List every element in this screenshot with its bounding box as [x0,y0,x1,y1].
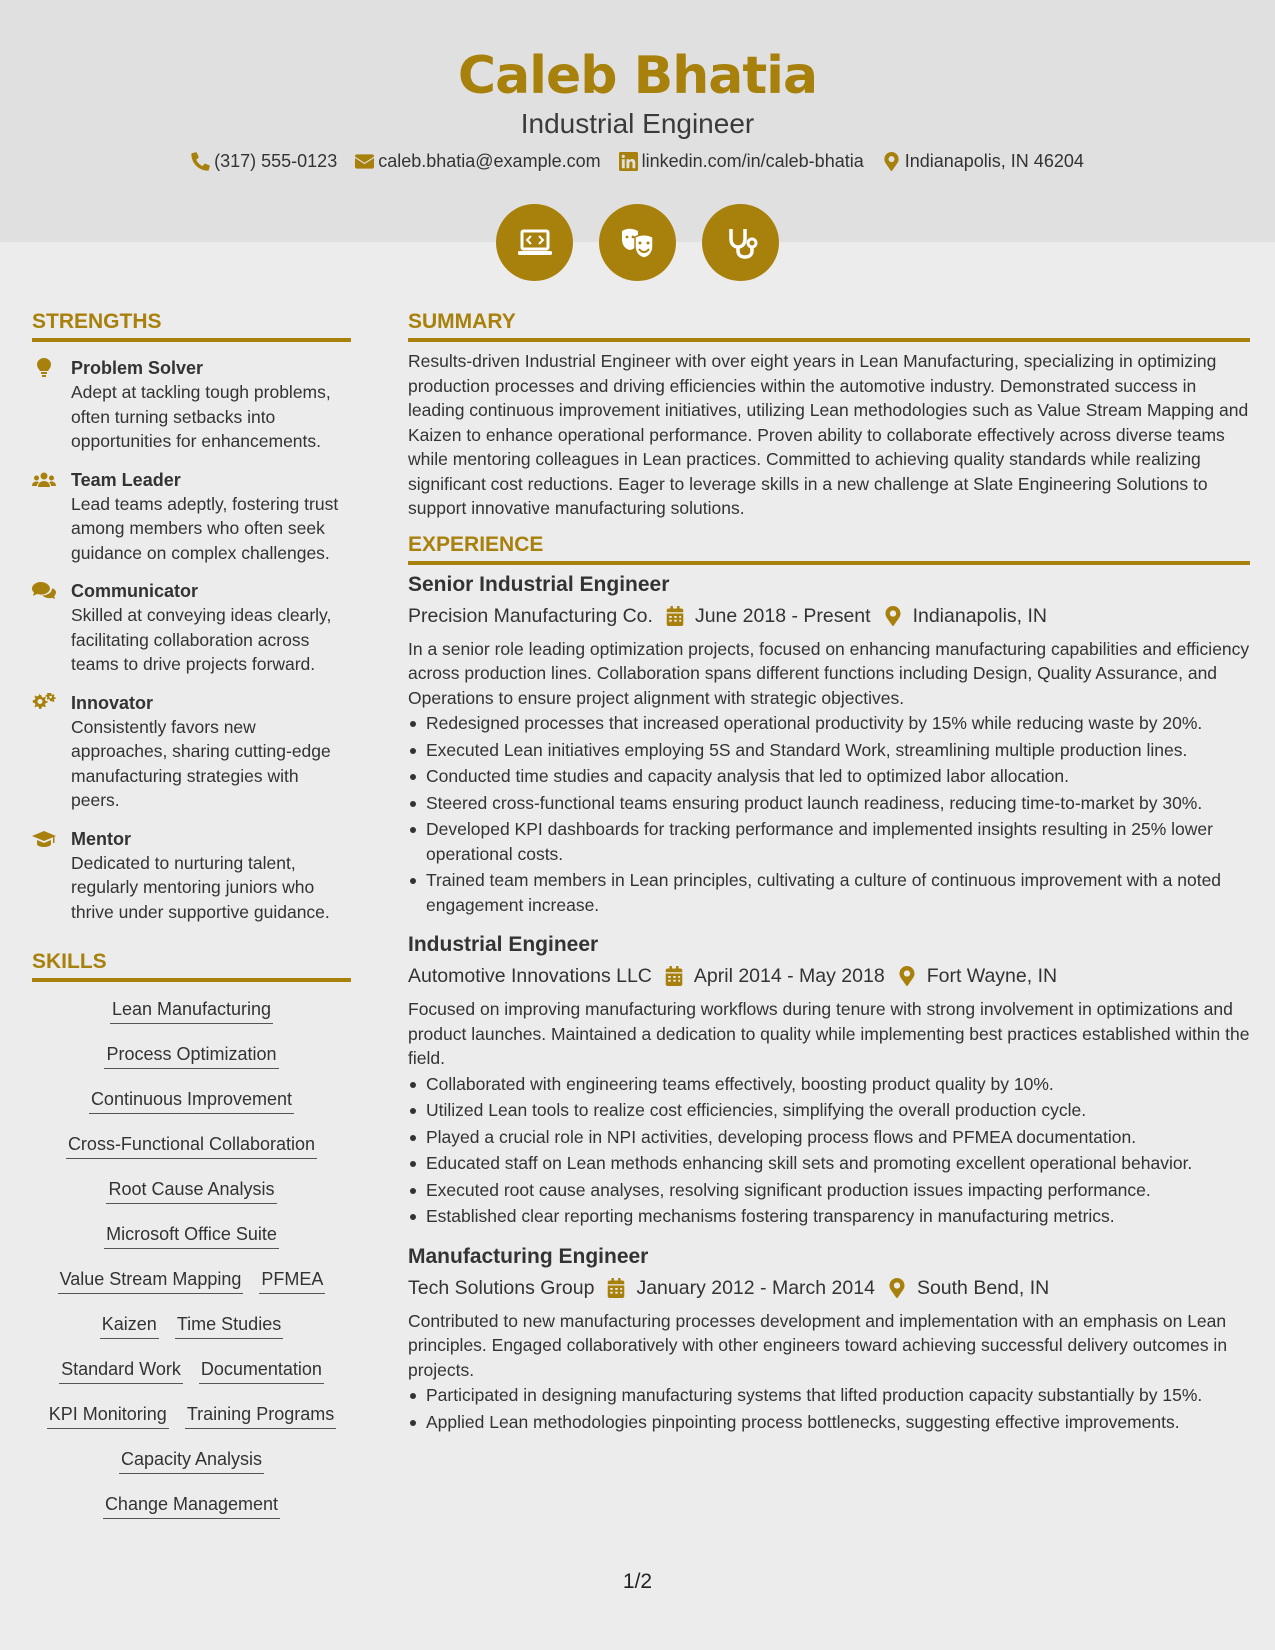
skills-heading: SKILLS [32,948,351,982]
contact-text: caleb.bhatia@example.com [378,151,601,171]
job-location: South Bend, IN [916,1276,1050,1299]
job-company: Tech Solutions Group [408,1276,595,1299]
linkedin-icon [619,152,638,171]
job-bullet: Participated in designing manufacturing systems that lifted production capacity substantially by 15%. [408,1383,1250,1408]
contact-phone[interactable] [191,151,337,172]
skill-tag: KPI Monitoring [47,1403,169,1429]
contact-text: Indianapolis, IN 46204 [904,151,1084,171]
job-meta [408,1273,1250,1303]
page-number: 1/2 [622,1570,653,1593]
comments-icon [32,581,56,601]
job-bullets [408,711,1250,917]
strength-item [32,827,351,925]
skill-tag: Microsoft Office Suite [104,1223,279,1249]
skill-tag: Lean Manufacturing [110,998,273,1024]
right-column [408,308,1250,1436]
map-pin-icon [882,152,901,171]
strength-title: Communicator [71,581,199,601]
job-entry [408,1243,1250,1435]
envelope-icon [355,152,374,171]
job-bullet: Conducted time studies and capacity analysis that led to optimized labor allocation. [408,764,1250,789]
job-bullet: Collaborated with engineering teams effectively, boosting product quality by 10%. [408,1072,1250,1097]
job-location: Fort Wayne, IN [926,965,1058,987]
skill-tag: Process Optimization [104,1043,278,1069]
lightbulb-icon [32,358,56,378]
skill-tag: Capacity Analysis [119,1448,264,1474]
skill-tag: Root Cause Analysis [106,1178,276,1204]
strength-title: Team Leader [71,469,181,490]
skill-tag: Standard Work [59,1358,183,1384]
strength-title: Mentor [71,828,131,849]
skill-tag: Time Studies [175,1313,283,1339]
theater-masks-icon [618,223,658,263]
job-bullet: Played a crucial role in NPI activities, developing process flows and PFMEA documentation. [408,1125,1250,1150]
candidate-title: Industrial Engineer [520,108,755,139]
job-role: Manufacturing Engineer [408,1244,649,1268]
badge-laptop [496,204,573,281]
contact-email[interactable] [355,151,600,172]
map-pin-icon [883,606,903,626]
skill-tag: Kaizen [100,1313,159,1339]
job-bullet: Steered cross-functional teams ensuring product launch readiness, reducing time-to-market by 30%. [408,791,1250,816]
skill-tag: Documentation [199,1358,324,1384]
strength-desc: Adept at tackling tough problems, often turning setbacks into opportunities for enhancements. [71,382,331,451]
header-band [0,0,1275,242]
job-bullet: Trained team members in Lean principles, cultivating a culture of continuous improvement with a noted engagement increase. [408,868,1250,917]
skill-tag: Cross-Functional Collaboration [66,1133,317,1159]
strength-desc: Skilled at conveying ideas clearly, facilitating collaboration across teams to drive projects forward. [71,605,332,674]
job-bullet: Educated staff on Lean methods enhancing skill sets and promoting excellent operational behavior. [408,1151,1250,1176]
calendar-icon [664,966,684,986]
job-bullet: Developed KPI dashboards for tracking performance and implemented insights resulting in 25% lower operational costs. [408,817,1250,866]
stethoscope-icon [721,223,761,263]
contact-text: linkedin.com/in/caleb-bhatia [641,151,864,171]
map-pin-icon [897,966,917,986]
job-location: Indianapolis, IN [912,604,1047,627]
strength-desc: Lead teams adeptly, fostering trust among members who often seek guidance on complex challenges. [71,493,339,563]
skill-tag: Change Management [103,1493,280,1519]
job-role: Senior Industrial Engineer [408,572,670,596]
laptop-code-icon [515,223,555,263]
contact-bar [0,151,1275,172]
strength-item [32,356,351,454]
strength-item [32,468,351,566]
strength-title: Problem Solver [71,358,204,378]
badge-stethoscope [702,204,779,281]
job-meta [408,601,1250,631]
skill-tag: PFMEA [259,1268,325,1294]
strength-item [32,579,351,677]
job-company: Automotive Innovations LLC [408,965,652,987]
contact-text: (317) 555-0123 [214,151,338,171]
job-bullet: Executed Lean initiatives employing 5S and Standard Work, streamlining multiple production lines. [408,738,1250,763]
job-company: Precision Manufacturing Co. [408,604,653,627]
job-bullets [408,1383,1250,1434]
skill-tag: Training Programs [185,1403,336,1429]
calendar-icon [665,606,685,626]
strengths-heading: STRENGTHS [32,308,351,342]
cogs-icon [32,693,56,713]
job-role: Industrial Engineer [408,933,599,956]
left-column [32,308,351,1532]
skills-list [32,992,351,1532]
job-bullet: Redesigned processes that increased operational productivity by 15% while reducing waste by 20%. [408,711,1250,736]
experience-heading: EXPERIENCE [408,531,1250,565]
job-entry [408,931,1250,1229]
job-dates: June 2018 - Present [694,604,871,627]
contact-linkedin[interactable] [619,151,864,172]
job-desc: Contributed to new manufacturing processes development and implementation with an emphasis on Lean principles. Engaged collaboratively with other engineers toward achieving successful delivery outcomes in projects. [408,1310,1228,1380]
badge-masks [599,204,676,281]
job-bullet: Applied Lean methodologies pinpointing process bottlenecks, suggesting effective improvements. [408,1410,1250,1435]
calendar-icon [606,1278,626,1298]
badge-row [0,204,1275,281]
phone-icon [191,152,210,171]
job-desc: Focused on improving manufacturing workflows during tenure with strong involvement in optimizations and product launches. Maintained a dedication to quality while implementing best practices established within the field. [408,999,1250,1068]
contact-location [882,151,1084,172]
job-bullet: Executed root cause analyses, resolving significant production issues impacting performance. [408,1178,1250,1203]
job-meta [408,961,1250,991]
summary-heading: SUMMARY [408,308,1250,342]
graduation-cap-icon [32,829,56,849]
strength-desc: Dedicated to nurturing talent, regularly mentoring juniors who thrive under supportive guidance. [71,852,330,922]
job-desc: In a senior role leading optimization projects, focused on enhancing manufacturing capabilities and efficiency across production lines. Collaboration spans different functions including Design, Quality Assurance, and Operations to ensure project alignment with strategic objectives. [408,638,1250,708]
skill-tag: Continuous Improvement [89,1088,294,1114]
job-dates: January 2012 - March 2014 [636,1276,875,1299]
job-bullet: Utilized Lean tools to realize cost efficiencies, simplifying the overall production cycle. [408,1098,1250,1123]
strength-title: Innovator [71,692,154,713]
skill-tag: Value Stream Mapping [58,1268,244,1294]
summary-text: Results-driven Industrial Engineer with over eight years in Lean Manufacturing, specializing in optimizing production processes and driving efficiencies within the automotive industry. Demonstrated success in leading continuous improvement initiatives, utilizing Lean methodologies such as Value Stream Mapping and Kaizen to enhance operational performance. Proven ability to collaborate effectively across diverse teams while mentoring colleagues in Lean practices. Committed to achieving quality standards while realizing significant cost reductions. Eager to leverage skills in a new challenge at Slate Engineering Solutions to support innovative manufacturing solutions. [408,351,1249,518]
strength-desc: Consistently favors new approaches, sharing cutting-edge manufacturing strategies with peers. [71,716,331,810]
job-entry [408,571,1250,918]
candidate-name: Caleb Bhatia [457,46,818,106]
users-icon [32,470,56,490]
job-dates: April 2014 - May 2018 [693,965,885,987]
map-pin-icon [887,1278,907,1298]
job-bullets [408,1072,1250,1229]
job-bullet: Established clear reporting mechanisms fostering transparency in manufacturing metrics. [408,1204,1250,1229]
strength-item [32,691,351,813]
